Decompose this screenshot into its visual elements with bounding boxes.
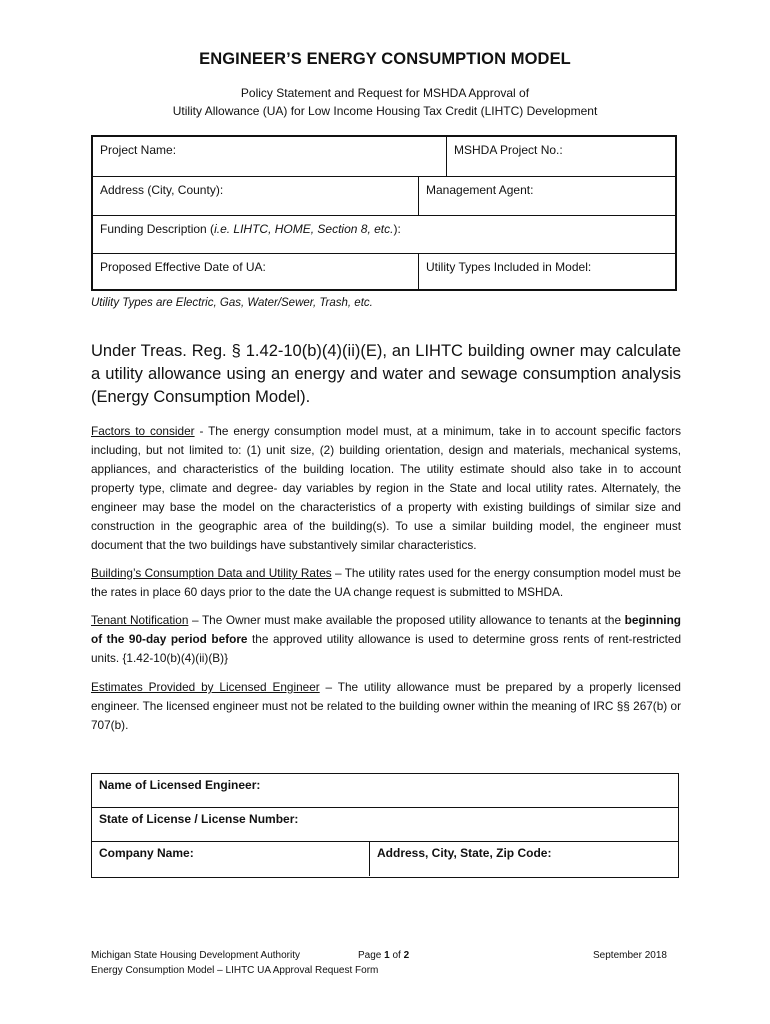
factors-body: - The energy consumption model must, at a minimum, take in to account specific factors including, but not limited to: (1) unit size, (2) building orientation, design and materials, mechanical systems, appliances, and characteristics of the building location. The utility estimate should also take in to account property type, climate and degree- day variables by region in the State and local utility rates. Alternately, the engineer may base the model on the characteristics of a property with existing buildings of similar size and construction in the geographic area of the building(s). To use a similar building model, the engineer must document that the two buildings have substantively similar characteristics. — [91, 424, 681, 552]
estimates-body: – The utility allowance must be prepared by a properly licensed engineer. The licensed engineer must not be related to the building owner within the meaning of IRC §§ 267(b) or 707(b). — [91, 680, 681, 732]
page-prefix: Page — [358, 950, 385, 961]
project-row-2 — [93, 177, 675, 216]
tenant-paragraph — [91, 611, 681, 668]
project-name-field[interactable]: Project Name: — [100, 143, 177, 157]
tenant-bold-text: beginning of the 90-day period before — [91, 613, 681, 646]
document-subtitle-line1: Policy Statement and Request for MSHDA Approval of — [240, 86, 530, 100]
footer-organization: Michigan State Housing Development Authority — [91, 950, 301, 961]
effective-date-field[interactable]: Proposed Effective Date of UA: — [100, 260, 266, 274]
engineer-row-3 — [92, 842, 678, 876]
footer-form-name: Energy Consumption Model – LIHTC UA Approval Request Form — [91, 965, 379, 976]
management-agent-field[interactable]: Management Agent: — [418, 177, 675, 215]
engineer-info-form — [91, 773, 679, 878]
engineer-row-2 — [92, 808, 678, 842]
rates-paragraph — [91, 564, 681, 602]
engineer-name-field[interactable]: Name of Licensed Engineer: — [99, 778, 261, 792]
utility-types-field[interactable]: Utility Types Included in Model: — [418, 254, 675, 291]
footer-page-number — [358, 950, 409, 961]
project-info-form — [91, 135, 677, 291]
document-title: ENGINEER’S ENERGY CONSUMPTION MODEL — [199, 50, 571, 68]
document-subtitle-line2: Utility Allowance (UA) for Low Income Housing Tax Credit (LIHTC) Development — [172, 104, 598, 118]
address-field[interactable]: Address (City, County): — [100, 183, 224, 197]
engineer-row-1 — [92, 774, 678, 808]
funding-label-prefix: Funding Description ( — [100, 222, 215, 236]
company-name-field[interactable]: Company Name: — [99, 846, 194, 860]
page-of: of — [389, 950, 404, 961]
tenant-body-2: the approved utility allowance is used to determine gross rents of rent-restricted units. {1.42-10(b)(4)(ii)(B)} — [91, 632, 682, 665]
estimates-heading: Estimates Provided by Licensed Engineer — [91, 680, 320, 694]
factors-heading: Factors to consider — [91, 424, 195, 438]
utility-types-note: Utility Types are Electric, Gas, Water/Sewer, Trash, etc. — [91, 297, 373, 309]
mshda-project-no-field[interactable]: MSHDA Project No.: — [446, 137, 675, 176]
factors-paragraph — [91, 422, 681, 555]
funding-description-field[interactable] — [93, 216, 675, 253]
tenant-body-1: – The Owner must make available the proposed utility allowance to tenants at the — [188, 613, 625, 627]
project-row-3 — [93, 216, 675, 254]
tenant-heading: Tenant Notification — [91, 613, 189, 627]
rates-heading: Building’s Consumption Data and Utility Rates — [91, 566, 332, 580]
lead-paragraph: Under Treas. Reg. § 1.42-10(b)(4)(ii)(E), an LIHTC building owner may calculate a utility allowance using an energy and water and sewage consumption analysis (Energy Consumption Model). — [91, 342, 681, 406]
project-row-1 — [93, 137, 675, 177]
license-number-field[interactable]: State of License / License Number: — [99, 812, 299, 826]
project-row-4 — [93, 254, 675, 291]
funding-label-suffix: ): — [393, 222, 401, 236]
page-current: 1 — [384, 950, 390, 961]
company-address-field[interactable]: Address, City, State, Zip Code: — [369, 842, 678, 876]
rates-body: – The utility rates used for the energy consumption model must be the rates in place 60 days prior to the date the UA change request is submitted to MSHDA. — [91, 566, 681, 599]
footer-date: September 2018 — [593, 950, 667, 961]
page-total: 2 — [403, 950, 410, 961]
estimates-paragraph — [91, 678, 681, 735]
funding-label-example: i.e. LIHTC, HOME, Section 8, etc. — [214, 222, 394, 236]
